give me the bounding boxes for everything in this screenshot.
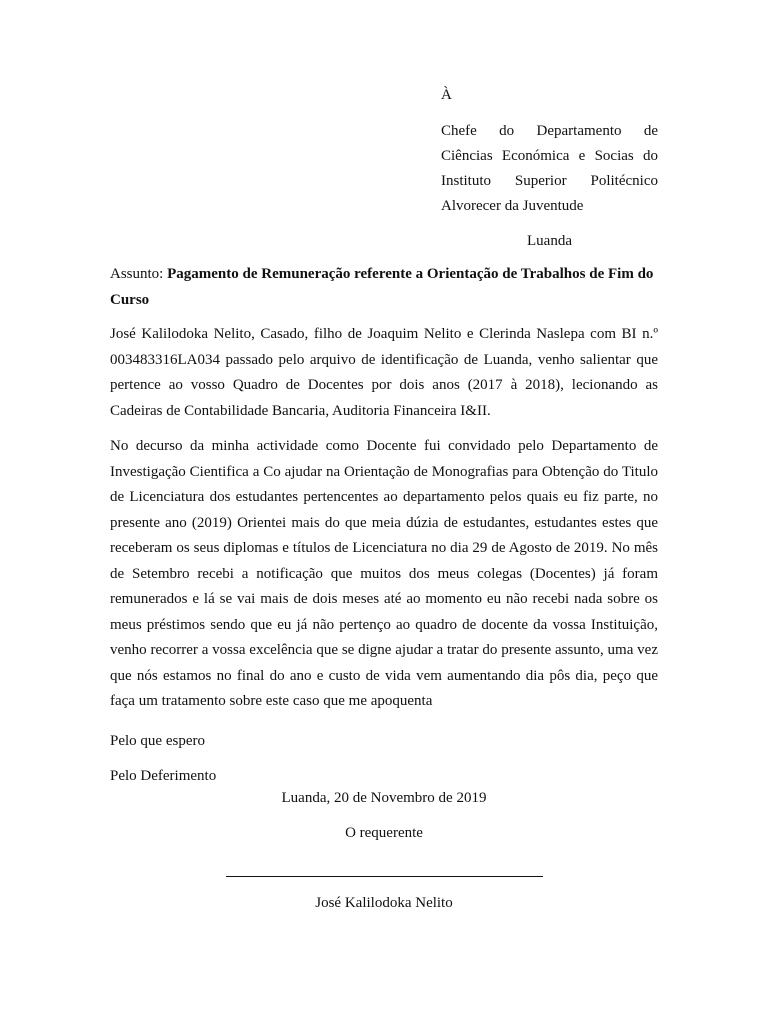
subject-label: Assunto: xyxy=(110,266,164,282)
paragraph-1: José Kalilodoka Nelito, Casado, filho de Joaquim Nelito e Clerinda Naslepa com BI n.º 003483316LA034 passado pelo arquivo de identificação de Luanda, venho salientar que pertence ao vosso Quadro de Docentes por dois anos (2017 à 2018), lecionando as Cadeiras de Contabilidade Bancaria, Auditoria Financeira I&II. xyxy=(110,326,658,419)
addressee-lines xyxy=(441,119,658,219)
signer-name: José Kalilodoka Nelito xyxy=(315,895,453,911)
requester-label: O requerente xyxy=(345,825,423,841)
signature-line xyxy=(226,876,543,877)
closing-block xyxy=(110,729,658,790)
addressee-line-1: Chefe do Departamento de xyxy=(441,123,658,139)
addressee-city: Luanda xyxy=(527,233,572,249)
salutation: À xyxy=(441,87,452,103)
addressee-block xyxy=(441,83,658,254)
paragraph-2: No decurso da minha actividade como Docente fui convidado pelo Departamento de Investigação Cientifica a Co ajudar na Orientação de Monografias para Obtenção do Titulo de Licenciatura dos estudantes pertencentes ao departamento pelos quais eu fiz parte, no presente ano (2019) Orientei mais do que meia dúzia de estudantes, estudantes estes que receberam os seus diplomas e títulos de Licenciatura no dia 29 de Agosto de 2019. No mês de Setembro recebi a notificação que muitos dos meus colegas (Docentes) já foram remunerados e lá se vai mais de dois meses até ao momento eu não recebi nada sobre os meus préstimos sendo que eu já não pertenço ao quadro de docente da vossa Instituição, venho recorrer a vossa excelência que se digne ajudar a tratar do presente assunto, uma vez que nós estamos no final do ano e custo de vida vem aumentando dia pôs dia, peço que faça um tratamento sobre este caso que me apoquenta xyxy=(110,438,658,709)
addressee-line-4: Alvorecer da Juventude xyxy=(441,198,584,214)
addressee-line-2: Ciências Económica e Socias do xyxy=(441,148,658,164)
closing-line-1: Pelo que espero xyxy=(110,732,205,749)
date-place: Luanda, 20 de Novembro de 2019 xyxy=(281,790,487,806)
subject-line xyxy=(110,262,658,313)
closing-line-2: Pelo Deferimento xyxy=(110,768,217,784)
subject-text: Pagamento de Remuneração referente a Orientação de Trabalhos de Fim do Curso xyxy=(110,266,654,308)
letter-body xyxy=(110,262,658,800)
addressee-line-3: Instituto Superior Politécnico xyxy=(441,173,658,189)
